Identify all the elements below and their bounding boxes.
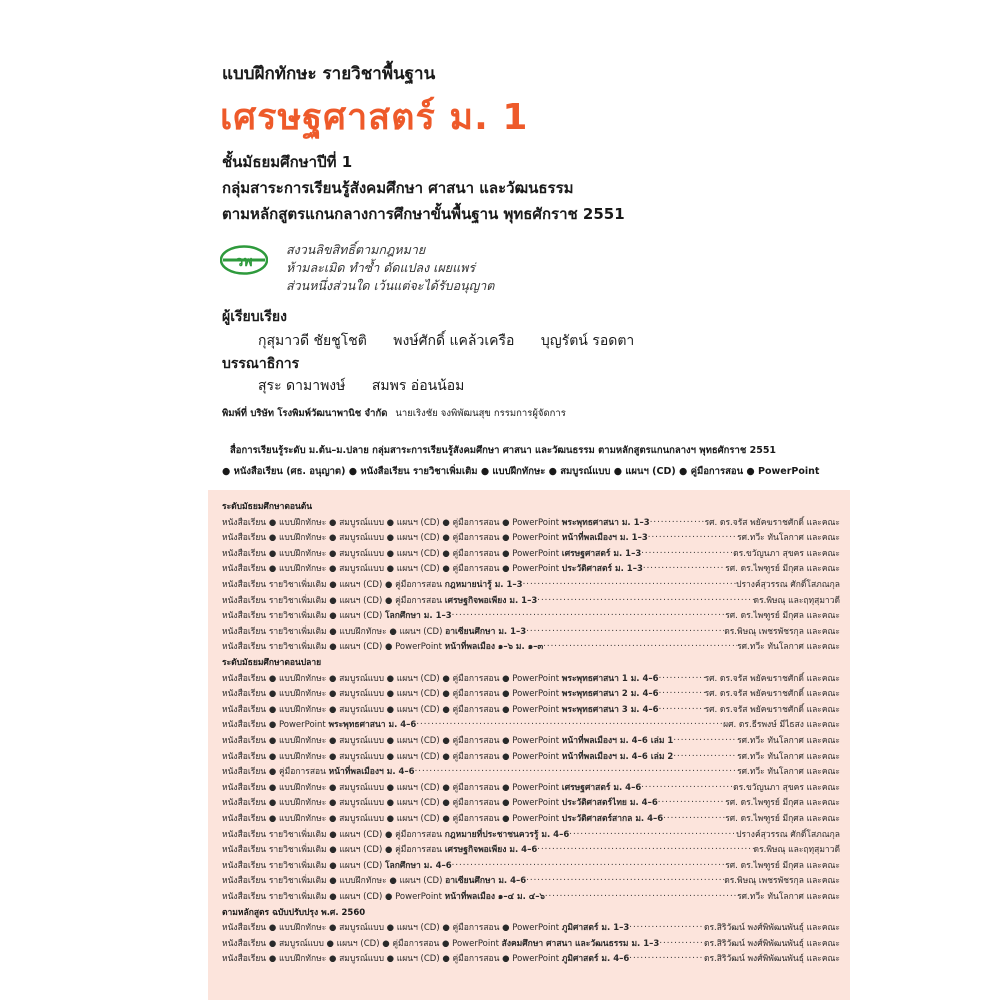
catalog-row <box>222 608 840 622</box>
catalog-row-title: ประวัติศาสตร์สากล ม. 4–6 <box>561 814 664 824</box>
catalog-row-title: อาเซียนศึกษา ม. 4–6 <box>445 876 527 887</box>
leader-dots <box>659 702 705 716</box>
catalog-row-author: รศ.ทวีะ ทันโลกาศ และคณะ <box>737 767 840 778</box>
catalog-row <box>222 717 840 731</box>
catalog-row-items: หนังสือเรียน ● แบบฝึกทักษะ ● สมบูรณ์แบบ ● แผนฯ (CD) ● คู่มือการสอน ● PowerPoint เศรษฐศาสตร์ ม. 1–3 <box>222 548 642 559</box>
leader-dots <box>629 920 704 934</box>
catalog-row-title: ประวัติศาสตร์ไทย ม. 4–6 <box>561 798 658 809</box>
catalog-row-title: หน้าที่พลเมือง ๑–๖ ม. ๑–๓ <box>444 642 544 653</box>
catalog-row-items: หนังสือเรียน รายวิชาเพิ่มเติม ● แบบฝึกทักษะ ● แผนฯ (CD) อาเซียนศึกษา ม. 4–6 <box>222 876 527 887</box>
catalog-row-items: หนังสือเรียน รายวิชาเพิ่มเติม ● แผนฯ (CD) ● คู่มือการสอน เศรษฐกิจพอเพียง ม. 4–6 <box>222 845 538 856</box>
catalog-row-author: ดร.สิริวัฒน์ พงศ์พิพัฒนพันธุ์ และคณะ <box>703 923 840 934</box>
catalog-row-items: หนังสือเรียน ● แบบฝึกทักษะ ● สมบูรณ์แบบ ● แผนฯ (CD) ● คู่มือการสอน ● PowerPoint หน้าที่พลเมืองฯ ม. 1–3 <box>222 533 648 544</box>
catalog-row-items: หนังสือเรียน ● สมบูรณ์แบบ ● แผนฯ (CD) ● คู่มือการสอน ● PowerPoint สังคมศึกษา ศาสนา และวัฒนธรรม ม. 1–3 <box>222 938 660 949</box>
catalog-row-author: รศ. ดร.ไพฑูรย์ มีกุศล และคณะ <box>725 860 840 871</box>
catalog-row-author: ดร.พิษณุ และฤทุสุมาวดี <box>753 845 840 856</box>
catalog-row-author: รศ.ทวีะ ทันโลกาศ และคณะ <box>737 533 840 544</box>
catalog-row-title: เศรษฐศาสตร์ ม. 4–6 <box>561 782 642 793</box>
catalog-row-items: หนังสือเรียน รายวิชาเพิ่มเติม ● แผนฯ (CD) โลกศึกษา ม. 1–3 <box>222 611 452 622</box>
catalog-row-author: ดร.พิษณุ เพชรพัชรกุล และคณะ <box>724 626 840 637</box>
catalog-row <box>222 842 840 856</box>
catalog-row-author: ผศ. ดร.ธีรพงษ์ มีไธสง และคณะ <box>723 720 840 731</box>
leader-dots <box>673 733 737 747</box>
leader-dots <box>658 795 725 809</box>
leader-dots <box>543 639 737 653</box>
catalog-row-items: หนังสือเรียน ● แบบฝึกทักษะ ● สมบูรณ์แบบ ● แผนฯ (CD) ● คู่มือการสอน ● PowerPoint ประวัติศาสตร์สากล ม. 4–6 <box>222 814 664 824</box>
publisher-person: นายเริงชัย จงพิพัฒนสุข กรรมการผู้จัดการ <box>395 408 566 419</box>
publisher-line <box>222 406 566 421</box>
catalog-row-items: หนังสือเรียน ● PowerPoint พระพุทธศาสนา ม. 4–6 <box>222 720 417 731</box>
catalog-row <box>222 764 840 778</box>
catalog-row-items: หนังสือเรียน ● แบบฝึกทักษะ ● สมบูรณ์แบบ ● แผนฯ (CD) ● คู่มือการสอน ● PowerPoint หน้าที่พลเมืองฯ ม. 4–6 เล่ม 1 <box>222 736 674 746</box>
catalog-row-title: หน้าที่พลเมือง ๑–๔ ม. ๔–๖ <box>444 892 545 902</box>
leader-dots <box>415 764 738 778</box>
leader-dots <box>526 873 724 887</box>
leader-dots <box>523 577 737 591</box>
catalog-category: ตามหลักสูตร ฉบับปรับปรุง พ.ศ. 2560 <box>222 907 366 918</box>
catalog-row-items: หนังสือเรียน ● แบบฝึกทักษะ ● สมบูรณ์แบบ ● แผนฯ (CD) ● คู่มือการสอน ● PowerPoint ภูมิศาสตร์ ม. 4–6 <box>222 954 630 965</box>
catalog-row <box>222 858 840 872</box>
catalog-row-title: สังคมศึกษา ศาสนา และวัฒนธรรม ม. 1–3 <box>501 938 660 949</box>
catalog-row-items: หนังสือเรียน ● แบบฝึกทักษะ ● สมบูรณ์แบบ ● แผนฯ (CD) ● คู่มือการสอน ● PowerPoint เศรษฐศาสตร์ ม. 4–6 <box>222 782 642 793</box>
leader-dots <box>659 671 705 685</box>
catalog-row-author: รศ. ดร.จรัส พยัคฆราชศักดิ์ และคณะ <box>704 689 840 700</box>
compilers-label: ผู้เรียบเรียง <box>222 309 287 325</box>
compiler-name: บุญรัตน์ รอดตา <box>540 333 635 349</box>
catalog-row <box>222 686 840 700</box>
catalog-row-items: หนังสือเรียน ● แบบฝึกทักษะ ● สมบูรณ์แบบ ● แผนฯ (CD) ● คู่มือการสอน ● PowerPoint ประวัติศาสตร์ ม. 1–3 <box>222 564 643 575</box>
series-note: สื่อการเรียนรู้ระดับ ม.ต้น–ม.ปลาย กลุ่มสาระการเรียนรู้สังคมศึกษา ศาสนา และวัฒนธรรม ตามหลักสูตรแกนกลางฯ พุทธศักราช 2551 <box>230 445 777 456</box>
catalog-row-author: รศ. ดร.จรัส พยัคฆราชศักดิ์ และคณะ <box>704 673 840 684</box>
copyright-line: ห้ามละเมิด ทำซ้ำ ดัดแปลง เผยแพร่ <box>286 260 476 275</box>
publisher-name: พิมพ์ที่ บริษัท โรงพิมพ์วัฒนาพานิช จำกัด <box>222 408 388 419</box>
catalog-row-items: หนังสือเรียน รายวิชาเพิ่มเติม ● แผนฯ (CD) ● PowerPoint หน้าที่พลเมือง ๑–๔ ม. ๔–๖ <box>222 892 545 902</box>
catalog-row-author: รศ.ทวีะ ทันโลกาศ และคณะ <box>737 642 840 653</box>
leader-dots <box>537 593 753 607</box>
catalog-row <box>222 515 840 529</box>
catalog-row <box>222 951 840 965</box>
catalog-row-author: รศ.ทวีะ ทันโลกาศ และคณะ <box>737 751 840 762</box>
leader-dots <box>643 561 725 575</box>
catalog-row-author: รศ.ทวีะ ทันโลกาศ และคณะ <box>737 892 840 902</box>
catalog-row-items: หนังสือเรียน ● แบบฝึกทักษะ ● สมบูรณ์แบบ ● แผนฯ (CD) ● คู่มือการสอน ● PowerPoint พระพุทธศาสนา ม. 1–3 <box>222 517 650 528</box>
editor-name: สุระ ดามาพงษ์ <box>258 378 346 394</box>
leader-dots <box>452 858 726 872</box>
catalog-row-items: หนังสือเรียน ● แบบฝึกทักษะ ● สมบูรณ์แบบ ● แผนฯ (CD) ● คู่มือการสอน ● PowerPoint ภูมิศาสตร์ ม. 1–3 <box>222 923 630 934</box>
copyright-line: สงวนลิขสิทธิ์ตามกฎหมาย <box>286 242 426 257</box>
catalog-row-title: ภูมิศาสตร์ ม. 4–6 <box>561 954 630 965</box>
catalog-row <box>222 577 840 591</box>
catalog-row <box>222 639 840 653</box>
leader-dots <box>545 889 737 903</box>
compiler-name: กุสุมาวดี ชัยชูโชติ <box>258 333 367 349</box>
catalog-row <box>222 671 840 685</box>
compilers-list <box>258 330 656 352</box>
catalog-row <box>222 827 840 841</box>
leader-dots <box>416 717 723 731</box>
catalog-row-author: รศ. ดร.จรัส พยัคฆราชศักดิ์ และคณะ <box>704 517 840 528</box>
catalog-row-title: เศรษฐกิจพอเพียง ม. 4–6 <box>444 845 538 856</box>
catalog-row <box>222 561 840 575</box>
catalog-row-title: กฎหมายที่ประชาชนควรรู้ ม. 4–6 <box>444 829 570 840</box>
catalog-row-author: ปรางค์สุวรรณ ศักดิ์โสภณกุล <box>736 580 840 590</box>
leader-dots <box>673 749 737 763</box>
catalog-row-items: หนังสือเรียน ● แบบฝึกทักษะ ● สมบูรณ์แบบ ● แผนฯ (CD) ● คู่มือการสอน ● PowerPoint หน้าที่พลเมืองฯ ม. 4–6 เล่ม 2 <box>222 751 674 762</box>
leader-dots <box>659 936 704 950</box>
catalog-row-title: หน้าที่พลเมืองฯ ม. 4–6 เล่ม 2 <box>561 751 674 762</box>
catalog-row <box>222 920 840 934</box>
catalog-row-title: ภูมิศาสตร์ ม. 1–3 <box>561 923 630 934</box>
catalog-row-author: ดร.ขวัญนภา สุขคร และคณะ <box>733 548 840 559</box>
catalog-row-items: หนังสือเรียน ● แบบฝึกทักษะ ● สมบูรณ์แบบ ● แผนฯ (CD) ● คู่มือการสอน ● PowerPoint พระพุทธศาสนา 3 ม. 4–6 <box>222 704 659 715</box>
catalog-row <box>222 593 840 607</box>
subject-group: กลุ่มสาระการเรียนรู้สังคมศึกษา ศาสนา และวัฒนธรรม <box>222 179 574 197</box>
catalog-row <box>222 780 840 794</box>
catalog-row-items: หนังสือเรียน รายวิชาเพิ่มเติม ● แผนฯ (CD) ● คู่มือการสอน กฎหมายที่ประชาชนควรรู้ ม. 4–6 <box>222 829 570 840</box>
catalog-row <box>222 873 840 887</box>
catalog-row-author: รศ.ทวีะ ทันโลกาศ และคณะ <box>737 736 840 746</box>
editor-name: สมพร อ่อนน้อม <box>371 378 465 394</box>
catalog-row <box>222 749 840 763</box>
leader-dots <box>641 780 733 794</box>
catalog-row-author: ดร.พิษณุ และฤทุสุมาวดี <box>753 595 840 606</box>
catalog-row-title: หน้าที่พลเมืองฯ ม. 4–6 <box>328 767 415 778</box>
catalog-row-title: ประวัติศาสตร์ ม. 1–3 <box>561 564 643 575</box>
copyright-line: ส่วนหนึ่งส่วนใด เว้นแต่จะได้รับอนุญาต <box>286 278 495 293</box>
catalog-row <box>222 530 840 544</box>
catalog-row-items: หนังสือเรียน รายวิชาเพิ่มเติม ● แผนฯ (CD) ● คู่มือการสอน กฎหมายน่ารู้ ม. 1–3 <box>222 580 523 590</box>
editors-list <box>258 375 486 397</box>
catalog-row-items: หนังสือเรียน รายวิชาเพิ่มเติม ● แผนฯ (CD) ● คู่มือการสอน เศรษฐกิจพอเพียง ม. 1–3 <box>222 595 538 606</box>
grade-level: ชั้นมัธยมศึกษาปีที่ 1 <box>222 153 353 171</box>
catalog-category: ระดับมัธยมศึกษาตอนปลาย <box>222 658 322 668</box>
catalog-row <box>222 889 840 903</box>
catalog-row-author: ดร.สิริวัฒน์ พงศ์พิพัฒนพันธุ์ และคณะ <box>703 938 840 949</box>
catalog-row <box>222 795 840 809</box>
catalog-row-author: รศ. ดร.จรัส พยัคฆราชศักดิ์ และคณะ <box>704 704 840 715</box>
leader-dots <box>659 686 705 700</box>
leader-dots <box>629 951 704 965</box>
svg-text:วพ: วพ <box>235 254 253 270</box>
catalog-row-items: หนังสือเรียน ● แบบฝึกทักษะ ● สมบูรณ์แบบ ● แผนฯ (CD) ● คู่มือการสอน ● PowerPoint พระพุทธศาสนา 1 ม. 4–6 <box>222 673 659 684</box>
catalog-row-title: กฎหมายน่ารู้ ม. 1–3 <box>444 580 523 590</box>
catalog-row-author: ดร.ขวัญนภา สุขคร และคณะ <box>733 782 840 793</box>
catalog-row-author: รศ. ดร.ไพฑูรย์ มีกุศล และคณะ <box>725 814 840 824</box>
catalog-row-author: ปรางค์สุวรรณ ศักดิ์โสภณกุล <box>736 829 840 840</box>
catalog-row-title: โลกศึกษา ม. 1–3 <box>384 611 452 622</box>
leader-dots <box>650 515 705 529</box>
leader-dots <box>648 530 737 544</box>
leader-dots <box>663 811 725 825</box>
editors-label: บรรณาธิการ <box>222 356 300 372</box>
catalog-row <box>222 546 840 560</box>
catalog-row-title: หน้าที่พลเมืองฯ ม. 4–6 เล่ม 1 <box>561 736 674 746</box>
catalog-row-title: พระพุทธศาสนา ม. 4–6 <box>328 720 417 731</box>
catalog-category: ระดับมัธยมศึกษาตอนต้น <box>222 502 313 512</box>
catalog-row-title: โลกศึกษา ม. 4–6 <box>384 860 452 871</box>
catalog-row-items: หนังสือเรียน รายวิชาเพิ่มเติม ● แผนฯ (CD) ● PowerPoint หน้าที่พลเมือง ๑–๖ ม. ๑–๓ <box>222 642 544 653</box>
catalog-row-title: เศรษฐกิจพอเพียง ม. 1–3 <box>444 595 538 606</box>
leader-dots <box>569 827 736 841</box>
catalog-row <box>222 702 840 716</box>
publisher-logo <box>220 245 268 275</box>
catalog-row <box>222 733 840 747</box>
catalog-row-title: พระพุทธศาสนา 3 ม. 4–6 <box>561 704 659 715</box>
catalog-row-title: เศรษฐศาสตร์ ม. 1–3 <box>561 548 642 559</box>
book-title: เศรษฐศาสตร์ ม. 1 <box>220 97 529 138</box>
leader-dots <box>537 842 753 856</box>
catalog-row-author: รศ. ดร.ไพฑูรย์ มีกุศล และคณะ <box>725 798 840 809</box>
compiler-name: พงษ์ศักดิ์ แคล้วเครือ <box>393 333 515 349</box>
catalog-row-author: รศ. ดร.ไพฑูรย์ มีกุศล และคณะ <box>725 611 840 622</box>
catalog-row-author: ดร.พิษณุ เพชรพัชรกุล และคณะ <box>724 876 840 887</box>
catalog-row-items: หนังสือเรียน ● แบบฝึกทักษะ ● สมบูรณ์แบบ ● แผนฯ (CD) ● คู่มือการสอน ● PowerPoint พระพุทธศาสนา 2 ม. 4–6 <box>222 689 659 700</box>
catalog-row-items: หนังสือเรียน ● คู่มือการสอน หน้าที่พลเมืองฯ ม. 4–6 <box>222 767 415 778</box>
catalog-row <box>222 811 840 825</box>
catalog-row-items: หนังสือเรียน รายวิชาเพิ่มเติม ● แบบฝึกทักษะ ● แผนฯ (CD) อาเซียนศึกษา ม. 1–3 <box>222 626 527 637</box>
catalog-row-items: หนังสือเรียน รายวิชาเพิ่มเติม ● แผนฯ (CD) โลกศึกษา ม. 4–6 <box>222 860 452 871</box>
leader-dots <box>641 546 733 560</box>
catalog-row-author: ดร.สิริวัฒน์ พงศ์พิพัฒนพันธุ์ และคณะ <box>703 954 840 965</box>
catalog-row-title: พระพุทธศาสนา 2 ม. 4–6 <box>561 689 659 700</box>
curriculum: ตามหลักสูตรแกนกลางการศึกษาขั้นพื้นฐาน พุทธศักราช 2551 <box>222 205 625 223</box>
leader-dots <box>526 624 724 638</box>
leader-dots <box>452 608 726 622</box>
catalog-row <box>222 624 840 638</box>
catalog-row-title: อาเซียนศึกษา ม. 1–3 <box>445 626 527 637</box>
series-subtitle: แบบฝึกทักษะ รายวิชาพื้นฐาน <box>222 64 436 84</box>
catalog-row-title: พระพุทธศาสนา ม. 1–3 <box>561 517 650 528</box>
catalog-row <box>222 936 840 950</box>
series-items: ● หนังสือเรียน (ศธ. อนุญาต) ● หนังสือเรียน รายวิชาเพิ่มเติม ● แบบฝึกทักษะ ● สมบูรณ์แบบ ● แผนฯ (CD) ● คู่มือการสอน ● PowerPoint <box>222 466 820 477</box>
catalog-row-title: หน้าที่พลเมืองฯ ม. 1–3 <box>561 533 648 544</box>
catalog-row-title: พระพุทธศาสนา 1 ม. 4–6 <box>561 673 659 684</box>
catalog-row-author: รศ. ดร.ไพฑูรย์ มีกุศล และคณะ <box>725 564 840 575</box>
catalog-row-items: หนังสือเรียน ● แบบฝึกทักษะ ● สมบูรณ์แบบ ● แผนฯ (CD) ● คู่มือการสอน ● PowerPoint ประวัติศาสตร์ไทย ม. 4–6 <box>222 798 658 809</box>
